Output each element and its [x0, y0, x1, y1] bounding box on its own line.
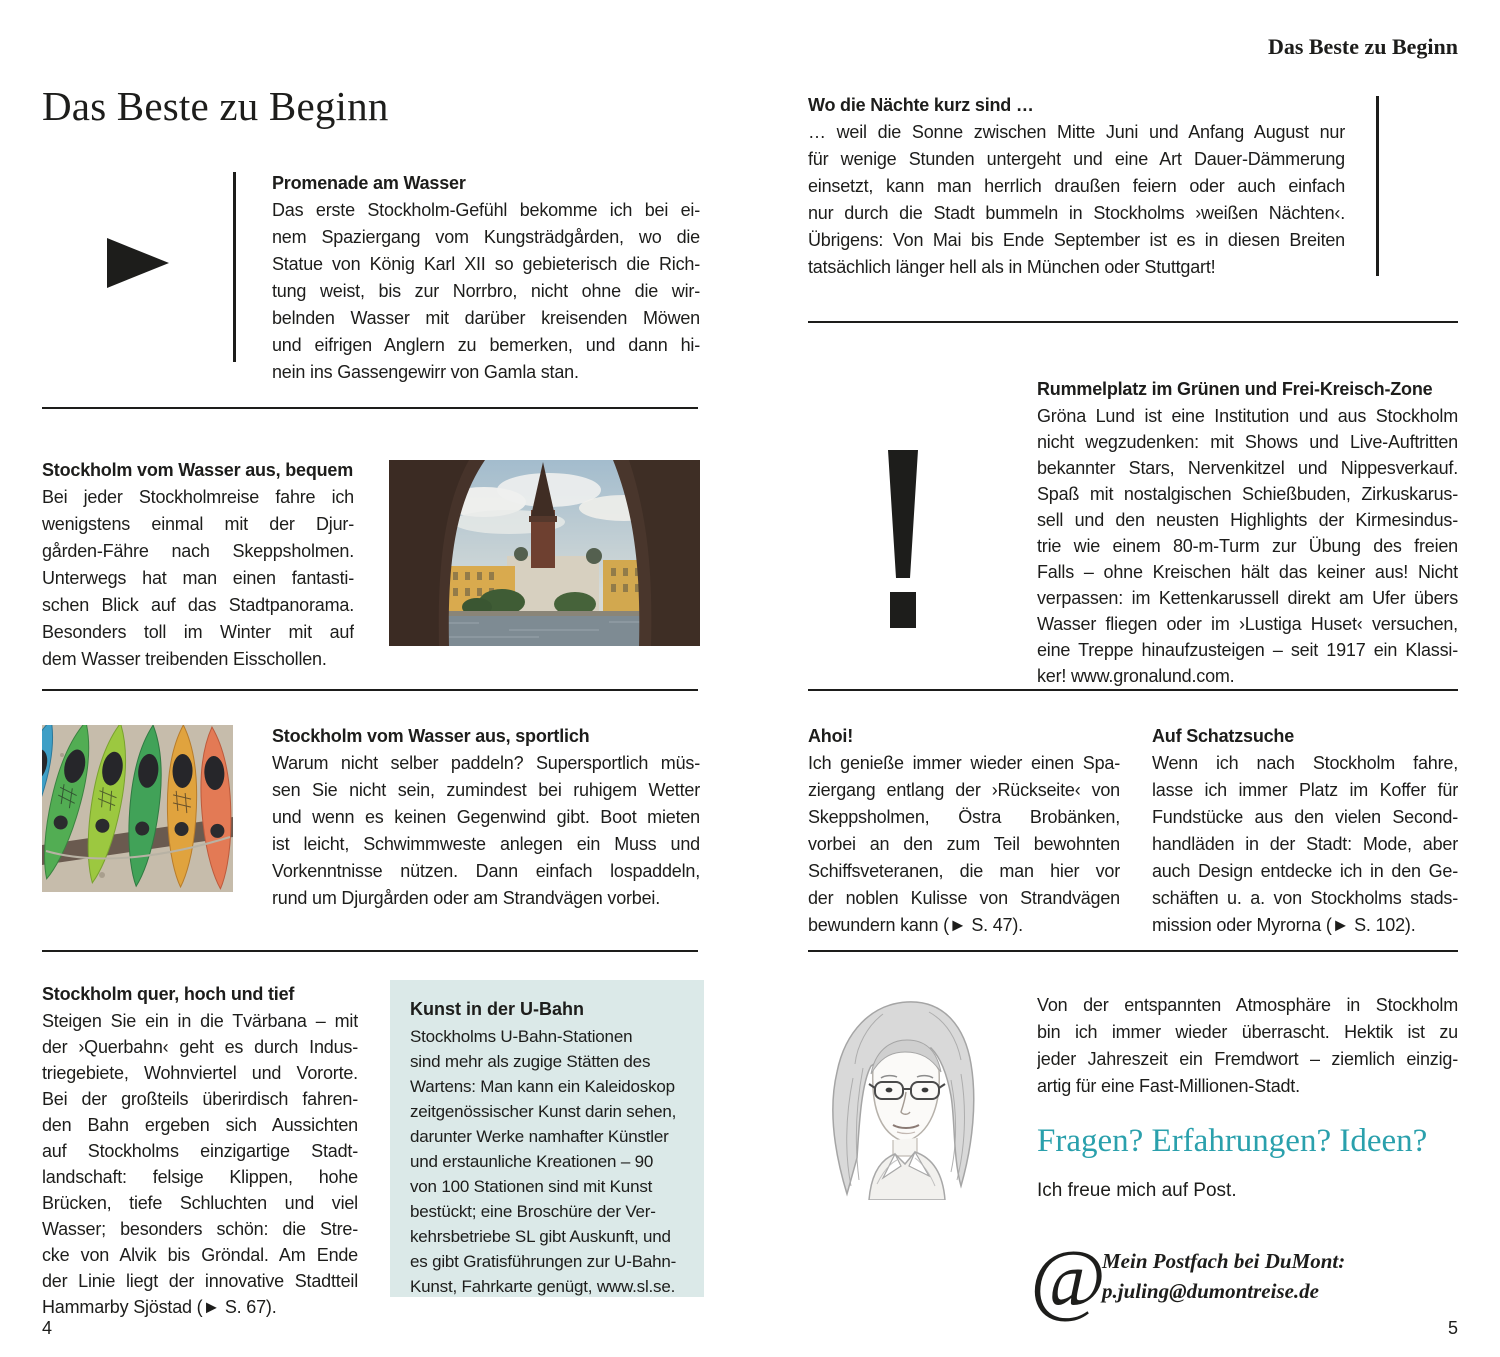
section-body [42, 484, 354, 673]
text-line: Unterwegs hat man einen fantasti- [42, 568, 354, 588]
text-line: lasse ich immer Platz im Koffer für [1152, 780, 1458, 800]
text-line: Warum nicht selber paddeln? Supersportlich müs- [272, 753, 700, 773]
section-ahoi [808, 723, 1120, 939]
page-number-right: 5 [1447, 1318, 1458, 1338]
stockholm-photo [389, 460, 700, 646]
text-line: mission oder Myrorna (► S. 102). [1152, 915, 1416, 935]
mailbox-label: Mein Postfach bei DuMont: [1102, 1249, 1346, 1273]
section-heading: Ahoi! [808, 726, 853, 746]
text-line: eine Treppe hinaufzusteigen – seit 1917 ein Klassi- [1037, 640, 1458, 660]
text-line: wenigstens einmal mit der Djur- [42, 514, 354, 534]
text-line: Bei jeder Stockholmreise fahre ich [42, 487, 354, 507]
text-line: schen Blick auf das Stadtpanorama. [42, 595, 354, 615]
text-line: von 100 Stationen sind mit Kunst [410, 1177, 653, 1196]
text-line: Statue von König Karl XII so gebieterisch die Rich- [272, 254, 700, 274]
running-header: Das Beste zu Beginn [1267, 34, 1458, 59]
section-vertical-rule [1376, 96, 1379, 276]
section-divider [808, 321, 1458, 323]
section-schatzsuche [1152, 723, 1458, 939]
text-line: Falls – ohne Kreischen hält das keiner aus! Nicht [1037, 562, 1458, 582]
text-line: Wartens: Man kann ein Kaleidoskop [410, 1077, 675, 1096]
text-line: bin ich immer wieder überrascht. Hektik ist zu [1037, 1022, 1458, 1042]
text-line: artig für eine Fast-Millionen-Stadt. [1037, 1076, 1300, 1096]
page-title: Das Beste zu Beginn [42, 83, 389, 129]
info-box-ubahn-kunst [390, 980, 704, 1297]
exclamation-icon [886, 450, 920, 630]
mailbox-email[interactable]: p.juling@dumontreise.de [1102, 1279, 1320, 1303]
section-heading: Stockholm vom Wasser aus, sportlich [272, 726, 590, 746]
text-line: und eifrigen Anglern zu bemerken, und dann hi- [272, 335, 700, 355]
text-line: ist leicht, Schwimmweste anlegen ein Muss und [272, 834, 700, 854]
text-line: ker! www.gronalund.com. [1037, 666, 1235, 686]
section-vertical-rule [233, 172, 236, 362]
text-line: … weil die Sonne zwischen Mitte Juni und Anfang August nur [808, 122, 1345, 142]
text-line: vorbei an den zum Teil bewohnten [808, 834, 1120, 854]
section-divider [42, 950, 698, 952]
text-line: cke von Alvik bis Gröndal. Am Ende [42, 1245, 358, 1265]
text-line: Wenn ich nach Stockholm fahre, [1152, 753, 1458, 773]
text-line: Bei der großteils überirdisch fahren- [42, 1089, 358, 1109]
section-rummelplatz [1037, 376, 1458, 689]
section-heading: Stockholm vom Wasser aus, bequem [42, 460, 354, 480]
text-line: sell und den neusten Highlights der Kirmesindus- [1037, 510, 1458, 530]
text-line: Brücken, tiefe Schluchten und viel [42, 1193, 358, 1213]
play-triangle-icon [107, 238, 169, 288]
section-naechte [808, 92, 1345, 281]
kayaks-photo [42, 725, 233, 892]
text-line: Skeppsholmen, Östra Brobänken, [808, 807, 1120, 827]
text-line: belnden Wasser mit darüber kreisenden Möwen [272, 308, 700, 328]
text-line: Fundstücke aus den vielen Second- [1152, 807, 1458, 827]
text-line: dem Wasser treibenden Eisschollen. [42, 649, 327, 669]
text-line: tung weist, bis zur Norrbro, nicht ohne die wir- [272, 281, 700, 301]
text-line: Stockholms U-Bahn-Stationen [410, 1027, 633, 1046]
section-divider [808, 950, 1458, 952]
text-line: schäften u. a. von Stockholms stads- [1152, 888, 1458, 908]
section-heading: Promenade am Wasser [272, 173, 466, 193]
section-heading: Rummelplatz im Grünen und Frei-Kreisch-Zone [1037, 379, 1433, 399]
text-line: tatsächlich länger hell als in München oder Stuttgart! [808, 257, 1216, 277]
cta-subline: Ich freue mich auf Post. [1037, 1180, 1237, 1201]
text-line: es gibt Gratisführungen zur U-Bahn- [410, 1252, 677, 1271]
text-line: rund um Djurgården oder am Strandvägen vorbei. [272, 888, 661, 908]
cta-heading: Fragen? Erfahrungen? Ideen? [1037, 1123, 1428, 1159]
text-line: nein ins Gassengewirr von Gamla stan. [272, 362, 579, 382]
section-body [1037, 992, 1458, 1100]
section-sportlich [272, 723, 700, 912]
mailbox-info [1102, 1246, 1345, 1306]
text-line: triegebiete, Wohnviertel und Vororte. [42, 1063, 358, 1083]
text-line: einsetzt, kann man herrlich draußen feiern oder auch einfach [808, 176, 1345, 196]
text-line: und wenn es keinen Gegenwind gibt. Boot mieten [272, 807, 700, 827]
text-line: bestückt; eine Broschüre der Ver- [410, 1202, 656, 1221]
section-promenade [272, 170, 700, 386]
section-body [808, 750, 1120, 939]
text-line: gården-Fähre nach Skeppsholmen. [42, 541, 354, 561]
section-bequem [42, 457, 354, 673]
text-line: der Linie liegt der innovative Stadtteil [42, 1271, 358, 1291]
section-divider [42, 407, 698, 409]
text-line: der noblen Kulisse von Strandvägen [808, 888, 1120, 908]
text-line: auf Stockholms einzigartige Stadt- [42, 1141, 358, 1161]
text-line: Schiffsveteranen, die man hier vor [808, 861, 1120, 881]
text-line: und erstaunliche Kreationen – 90 [410, 1152, 654, 1171]
author-portrait-sketch [813, 988, 999, 1200]
section-body [42, 1008, 358, 1320]
text-line: Übrigens: Von Mai bis Ende September ist es in diesen Breiten [808, 230, 1345, 250]
text-line: sen Sie nicht sein, zumindest bei ruhigem Wetter [272, 780, 700, 800]
info-box-body [410, 1024, 686, 1299]
info-box-heading: Kunst in der U-Bahn [410, 999, 584, 1019]
section-heading: Wo die Nächte kurz sind … [808, 95, 1034, 115]
text-line: verpassen: im Kettenkarussell direkt am Ufer übers [1037, 588, 1458, 608]
section-divider [808, 689, 1458, 691]
text-line: zeitgenössischer Kunst darin sehen, [410, 1102, 677, 1121]
text-line: nem Spaziergang vom Kungsträdgården, wo die [272, 227, 700, 247]
text-line: den Bahn ergeben sich Aussichten [42, 1115, 358, 1135]
section-body [808, 119, 1345, 281]
text-line: Gröna Lund ist eine Institution und aus Stockholm [1037, 406, 1458, 426]
text-line: Besonders toll im Winter mit auf [42, 622, 354, 642]
text-line: trie wie einem 80-m-Turm zur Übung des freien [1037, 536, 1458, 556]
text-line: nur durch die Stadt bummeln in Stockholms ›weißen Nächten‹. [808, 203, 1345, 223]
text-line: ziergang entlang der ›Rückseite‹ von [808, 780, 1120, 800]
section-body [1152, 750, 1458, 939]
text-line: Kunst, Fahrkarte genügt, www.sl.se. [410, 1277, 676, 1296]
page-number-left: 4 [42, 1318, 53, 1338]
text-line: auch Design entdecke ich in den Ge- [1152, 861, 1458, 881]
text-line: der ›Querbahn‹ geht es durch Indus- [42, 1037, 358, 1057]
section-autorin [1037, 992, 1458, 1100]
text-line: für wenige Stunden untergeht und eine Art Dauer-Dämmerung [808, 149, 1345, 169]
section-heading: Stockholm quer, hoch und tief [42, 984, 295, 1004]
text-line: Von der entspannten Atmosphäre in Stockholm [1037, 995, 1458, 1015]
section-body [272, 750, 700, 912]
text-line: handläden in der Stadt: Mode, aber [1152, 834, 1458, 854]
at-icon: @ [1030, 1233, 1106, 1324]
section-divider [42, 689, 698, 691]
text-line: landschaft: felsige Klippen, hohe [42, 1167, 358, 1187]
text-line: jeder Jahreszeit ein Fremdwort – ziemlich einzig- [1037, 1049, 1458, 1069]
text-line: Vorkenntnisse nützen. Dann einfach lospaddeln, [272, 861, 700, 881]
section-body [272, 197, 700, 386]
section-quer [42, 981, 358, 1320]
text-line: nicht wegzudenken: mit Shows und Live-Auftritten [1037, 432, 1458, 452]
section-heading: Auf Schatzsuche [1152, 726, 1295, 746]
text-line: Das erste Stockholm-Gefühl bekomme ich bei ei- [272, 200, 700, 220]
text-line: bekannter Stars, Nervenkitzel und Nippesverkauf. [1037, 458, 1458, 478]
text-line: Wasser fliegen oder im ›Lustiga Huset‹ versuchen, [1037, 614, 1458, 634]
text-line: Ich genieße immer wieder einen Spa- [808, 753, 1120, 773]
text-line: Hammarby Sjöstad (► S. 67). [42, 1297, 277, 1317]
section-body [1037, 403, 1458, 689]
text-line: bewundern kann (► S. 47). [808, 915, 1023, 935]
text-line: sind mehr als zugige Stätten des [410, 1052, 651, 1071]
text-line: darunter Werke namhafter Künstler [410, 1127, 669, 1146]
text-line: Steigen Sie ein in die Tvärbana – mit [42, 1011, 358, 1031]
text-line: Spaß mit nostalgischen Schießbuden, Zirkuskarus- [1037, 484, 1458, 504]
text-line: Wasser; besonders schön: die Stre- [42, 1219, 358, 1239]
text-line: kehrsbetriebe SL gibt Auskunft, und [410, 1227, 671, 1246]
